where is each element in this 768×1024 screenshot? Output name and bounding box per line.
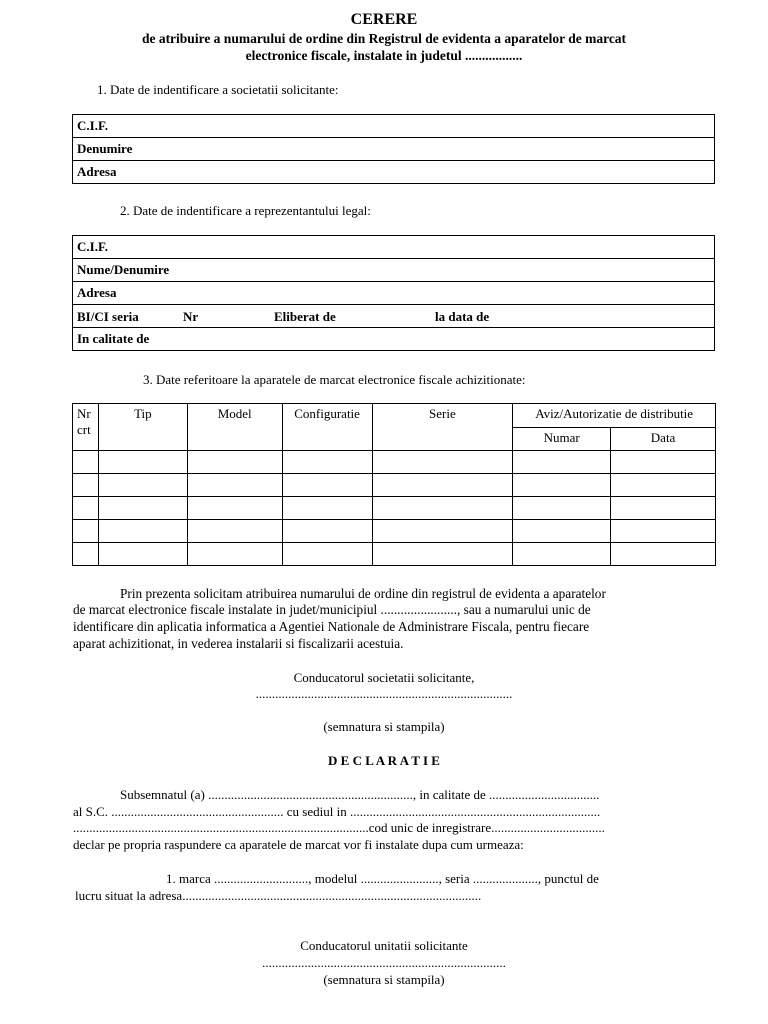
section3-heading: 3. Date referitoare la aparatele de marcat electronice fiscale achizitionate: (143, 372, 526, 387)
table-row[interactable] (73, 497, 716, 520)
col-aviz: Aviz/Autorizatie de distributie (513, 404, 716, 428)
cif-field[interactable]: C.I.F. (73, 115, 715, 138)
subtitle-line-2: electronice fiscale, instalate in judetul ................. (245, 48, 523, 63)
table-row[interactable] (73, 451, 716, 474)
declaration-line-4: declar pe propria raspundere ca aparatele de marcat vor fi instalate dupa cum urmeaza: (73, 837, 524, 852)
rep-address-field[interactable]: Adresa (73, 282, 715, 305)
col-configuratie: Configuratie (282, 404, 372, 451)
declaration-item-line-1: 1. marca ............................., modelul ........................, seria ...................., punctul de (166, 871, 599, 886)
col-data: Data (611, 428, 716, 451)
page-title: CERERE (350, 11, 418, 28)
signature1-note: (semnatura si stampila) (323, 719, 445, 734)
col-nr-crt: Nr crt (73, 404, 99, 451)
eliberat-de-label: Eliberat de (274, 309, 336, 324)
signature1-line[interactable]: ............................................................................... (255, 686, 513, 701)
table-row[interactable] (73, 543, 716, 566)
signature2-label: Conducatorul unitatii solicitante (300, 938, 468, 953)
signature1-label: Conducatorul societatii solicitante, (293, 670, 475, 685)
subtitle-line-1: de atribuire a numarului de ordine din Registrul de evidenta a aparatelor de marcat (141, 31, 627, 46)
request-line-3: identificare din aplicatia informatica a Agentiei Nationale de Administrare Fiscala, pentru fiecare (73, 619, 590, 634)
request-line-4: aparat achizitionat, in vederea instalarii si fiscalizarii acestuia. (73, 636, 404, 651)
rep-name-field[interactable]: Nume/Denumire (73, 259, 715, 282)
section1-heading: 1. Date de indentificare a societatii solicitante: (97, 82, 339, 97)
declaration-line-3: ...........................................................................................cod unic de inregistrare................................... (73, 820, 605, 835)
devices-table (72, 403, 716, 566)
in-calitate-de-field[interactable]: In calitate de (73, 328, 715, 351)
bi-ci-seria-label: BI/CI seria (77, 309, 139, 324)
col-numar: Numar (513, 428, 611, 451)
signature2-line[interactable]: ........................................................................... (262, 955, 506, 970)
bi-ci-nr-label: Nr (183, 309, 199, 324)
rep-cif-field[interactable]: C.I.F. (73, 236, 715, 259)
signature2-note: (semnatura si stampila) (323, 972, 445, 987)
request-line-1: Prin prezenta solicitam atribuirea numarului de ordine din registrul de evidenta a aparatelor (120, 586, 606, 601)
table-row[interactable] (73, 520, 716, 543)
adresa-field[interactable]: Adresa (73, 161, 715, 184)
denumire-field[interactable]: Denumire (73, 138, 715, 161)
declaration-line-2: al S.C. ..................................................... cu sediul in ............................................................................. (73, 804, 601, 819)
col-serie: Serie (372, 404, 513, 451)
section2-heading: 2. Date de indentificare a reprezentantului legal: (120, 203, 371, 218)
bi-ci-row[interactable] (73, 305, 715, 328)
request-line-2: de marcat electronice fiscale instalate in judet/municipiul ......................., sau a numarului unic de (73, 602, 591, 617)
declaration-line-1: Subsemnatul (a) ..............................................................., in calitate de .................................. (120, 787, 600, 802)
col-tip: Tip (98, 404, 187, 451)
table-row[interactable] (73, 474, 716, 497)
la-data-de-label: la data de (435, 309, 490, 324)
declaration-title: D E C L A R A T I E (328, 753, 440, 768)
col-model: Model (187, 404, 282, 451)
representative-table (72, 235, 715, 351)
company-identification-table (72, 114, 715, 184)
declaration-item-line-2: lucru situat la adresa............................................................................................ (75, 888, 482, 903)
